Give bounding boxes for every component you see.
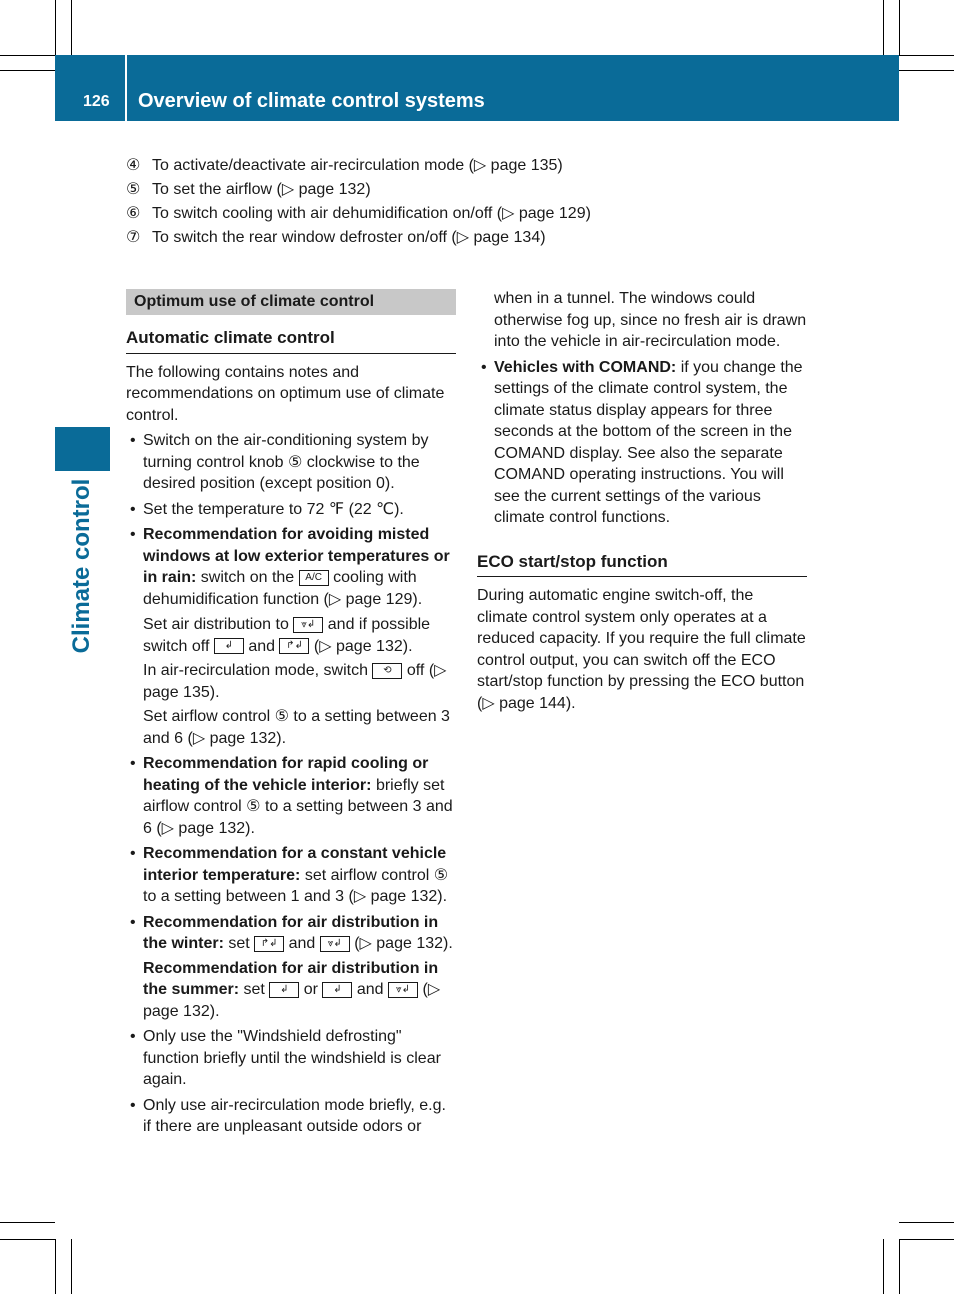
crop-mark: [899, 55, 954, 56]
crop-mark: [0, 70, 55, 71]
crop-mark: [0, 1222, 55, 1223]
bullet-item: • Only use air-recirculation mode briefly, e.g. if there are unpleasant outside odors or: [130, 1096, 446, 1135]
bullet-text: Only use the "Windshield defrosting" function briefly until the windshield is clear again.: [143, 1028, 441, 1088]
right-column: [477, 288, 807, 714]
bullet-item: • Recommendation for a constant vehicle interior temperature: set airflow control ⑤ to a setting between 1 and 3 (▷ page 132).: [130, 845, 449, 905]
bullet-item: • Vehicles with COMAND: if you change the settings of the climate control system, the climate status display appears for three seconds at the bottom of the screen in the COMAND display. See also the separate COMAND operating instructions. You will see the current settings of the various climate control functions.: [481, 358, 803, 526]
bullet-text: (▷ page 132).: [354, 935, 453, 952]
defrost-feet-icon: ⩔↲: [320, 936, 350, 952]
recirculation-icon: ⟲: [372, 663, 402, 679]
crop-mark: [899, 0, 900, 55]
paragraph-text: off (▷ page 135).: [143, 662, 447, 701]
legend-text: To activate/deactivate air-recirculation mode (▷ page 135): [152, 157, 563, 174]
bullet-text: set: [228, 935, 250, 952]
bullet-text: if you change the settings of the climate control system, the climate status display appears for three seconds at the bottom of the screen in the COMAND display. See also the separate COMAND operating instructions. You will see the current settings of the various climate control functions.: [494, 358, 803, 526]
page-title: Overview of climate control systems: [138, 90, 485, 112]
paragraph-text: In air-recirculation mode, switch: [143, 662, 368, 679]
crop-mark: [55, 0, 56, 55]
page-number: 126: [83, 93, 110, 110]
legend-item: [126, 228, 826, 252]
bullet-text: Set the temperature to 72 ℉ (22 ℃).: [143, 500, 404, 518]
paragraph-text: and: [248, 637, 276, 655]
paragraph-heading: Recommendation for air distribution in the summer:: [143, 959, 439, 998]
bullet-text: briefly set airflow control ⑤ to a setting between 3 and 6 (▷ page 132).: [143, 776, 453, 837]
crop-mark: [71, 1239, 72, 1294]
chapter-tab: [55, 427, 110, 471]
bullet-item: • Only use the "Windshield defrosting" function briefly until the windshield is clear again.: [130, 1028, 441, 1088]
bullet-text: Only use air-recirculation mode briefly, e.g. if there are unpleasant outside odors or: [143, 1096, 446, 1135]
bullet-item: • Recommendation for rapid cooling or heating of the vehicle interior: briefly set airflow control ⑤ to a setting between 3 and 6 (▷ page 132).: [130, 755, 453, 837]
legend-text: To switch the rear window defroster on/off (▷ page 134): [152, 229, 546, 246]
paragraph-text: (▷ page 132).: [313, 637, 413, 655]
legend-text: To switch cooling with air dehumidification on/off (▷ page 129): [152, 205, 591, 222]
legend-list: [126, 156, 826, 252]
eco-paragraph: During automatic engine switch-off, the climate control system only operates at a reduced capacity. If you require the full climate control output, you can switch off the ECO start/stop function by pressing the ECO button (▷ page 144).: [477, 587, 806, 712]
ac-button-icon: A/C: [299, 570, 329, 586]
legend-item: [126, 180, 826, 204]
bullet-heading: Recommendation for a constant vehicle interior temperature:: [143, 845, 447, 884]
legend-item: [126, 156, 826, 180]
paragraph-text: (▷ page 132).: [143, 981, 441, 1020]
paragraph: [126, 614, 456, 657]
bullet-heading: Vehicles with COMAND:: [494, 358, 677, 376]
callout-number: ⑥: [126, 205, 141, 222]
bullet-text: switch on the: [200, 569, 295, 586]
crop-mark: [899, 1239, 954, 1240]
callout-number: ④: [126, 157, 141, 174]
crop-mark: [0, 55, 55, 56]
subsection-title: Automatic climate control: [126, 327, 456, 354]
continued-paragraph: when in a tunnel. The windows could otherwise fog up, since no fresh air is drawn into the vehicle in air-recirculation mode.: [494, 290, 807, 350]
crop-mark: [883, 1239, 884, 1294]
paragraph-text: and: [356, 981, 384, 998]
bullet-text: and: [288, 935, 316, 952]
left-column: [126, 289, 456, 1138]
callout-number: ⑦: [126, 229, 141, 246]
callout-number: ⑤: [126, 181, 141, 198]
bullet-heading: Recommendation for air distribution in the winter:: [143, 913, 439, 952]
paragraph-text: and if possible switch off: [143, 616, 431, 655]
subsection-title: ECO start/stop function: [477, 551, 807, 578]
paragraph-text: set: [243, 981, 265, 998]
paragraph-text: or: [303, 981, 318, 998]
crop-mark: [0, 1239, 55, 1240]
paragraph: [126, 660, 456, 703]
intro-paragraph: The following contains notes and recommendations on optimum use of climate control.: [126, 363, 445, 424]
bullet-item: • Recommendation for air distribution in the winter: set ↱↲ and ⩔↲ (▷ page 132).: [130, 913, 453, 952]
bullet-heading: Recommendation for avoiding misted windows at low exterior temperatures or in rain:: [143, 526, 450, 586]
footwell-icon: ↲: [214, 638, 244, 654]
crop-mark: [883, 0, 884, 55]
head-feet-icon: ↱↲: [279, 638, 309, 654]
crop-mark: [899, 1239, 900, 1294]
chapter-label: Climate control: [68, 478, 95, 654]
bullet-text: cooling with dehumidification function (▷ page 129).: [143, 569, 423, 608]
bullet-text: set airflow control ⑤ to a setting between 1 and 3 (▷ page 132).: [143, 866, 449, 905]
bullet-heading: Recommendation for rapid cooling or heating of the vehicle interior:: [143, 755, 429, 794]
paragraph: [126, 958, 456, 1023]
defrost-feet-icon: ⩔↲: [388, 982, 418, 998]
paragraph: Set airflow control ⑤ to a setting between 3 and 6 (▷ page 132).: [143, 708, 450, 747]
footwell-icon: ↲: [269, 982, 299, 998]
legend-text: To set the airflow (▷ page 132): [152, 181, 371, 198]
bullet-item: • Switch on the air-conditioning system by turning control knob ⑤ clockwise to the desired position (except position 0).: [130, 432, 429, 492]
bullet-text: Switch on the air-conditioning system by turning control knob ⑤ clockwise to the desired position (except position 0).: [143, 432, 429, 492]
defrost-feet-icon: ⩔↲: [293, 617, 323, 633]
bullet-item: • Recommendation for avoiding misted windows at low exterior temperatures or in rain: switch on the A/C cooling with dehumidification function (▷ page 129).: [130, 526, 450, 608]
crop-mark: [71, 0, 72, 55]
section-title: Optimum use of climate control: [126, 289, 456, 315]
head-feet-icon: ↱↲: [254, 936, 284, 952]
paragraph-text: Set air distribution to: [143, 616, 289, 633]
legend-item: [126, 204, 826, 228]
page-header: [55, 55, 899, 121]
crop-mark: [899, 70, 954, 71]
crop-mark: [55, 1239, 56, 1294]
footwell-icon: ↲: [322, 982, 352, 998]
header-separator: [125, 55, 127, 121]
crop-mark: [899, 1222, 954, 1223]
bullet-item: • Set the temperature to 72 ℉ (22 ℃).: [130, 500, 404, 518]
